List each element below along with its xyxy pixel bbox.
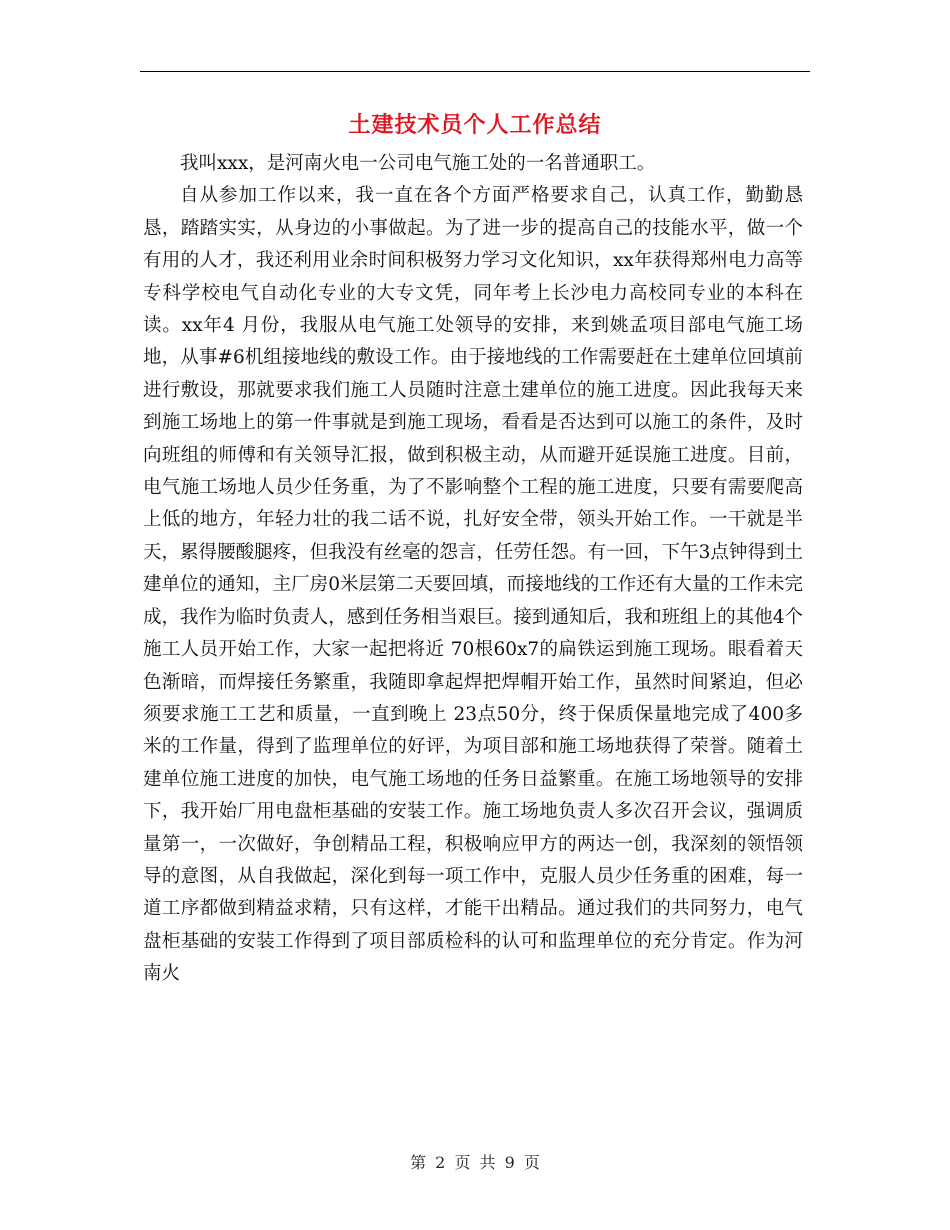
paragraph-intro: 我叫xxx，是河南火电一公司电气施工处的一名普通职工。 (180, 153, 656, 174)
document-body (143, 148, 803, 991)
page-number-footer: 第 2 页 共 9 页 (410, 1153, 540, 1172)
document-title: 土建技术员个人工作总结 (348, 112, 602, 138)
paragraph-main: 自从参加工作以来，我一直在各个方面严格要求自己，认真工作，勤勤恳恳，踏踏实实，从身边的小事做起。为了进一步的提高自己的技能水平，做一个有用的人才，我还利用业余时间积极努力学习文化知识，xx年获得郑州电力高等专科学校电气自动化专业的大专文凭，同年考上长沙电力高校同专业的本科在读。xx年4 月份，我服从电气施工处领导的安排，来到姚孟项目部电气施工场地，从事#6机组接地线的敷设工作。由于接地线的工作需要赶在土建单位回填前进行敷设，那就要求我们施工人员随时注意土建单位的施工进度。因此我每天来到施工场地上的第一件事就是到施工现场，看看是否达到可以施工的条件，及时向班组的师傅和有关领导汇报，做到积极主动，从而避开延误施工进度。目前，电气施工场地人员少任务重，为了不影响整个工程的施工进度，只要有需要爬高上低的地方，年轻力壮的我二话不说，扎好安全带，领头开始工作。一干就是半天，累得腰酸腿疼，但我没有丝毫的怨言，任劳任怨。有一回，下午3点钟得到土建单位的通知，主厂房0米层第二天要回填，而接地线的工作还有大量的工作未完成，我作为临时负责人，感到任务相当艰巨。接到通知后，我和班组上的其他4个施工人员开始工作，大家一起把将近 70根60x7的扁铁运到施工现场。眼看着天色渐暗，而焊接任务繁重，我随即拿起焊把焊帽开始工作，虽然时间紧迫，但必须要求施工工艺和质量，一直到晚上 23点50分，终于保质保量地完成了400多米的工作量，得到了监理单位的好评，为项目部和施工场地获得了荣誉。随着土建单位施工进度的加快，电气施工场地的任务日益繁重。在施工场地领导的安排下，我开始厂用电盘柜基础的安装工作。施工场地负责人多次召开会议，强调质量第一，一次做好，争创精品工程，积极响应甲方的两达一创，我深刻的领悟领导的意图，从自我做起，深化到每一项工作中，克服人员少任务重的困难，每一道工序都做到精益求精，只有这样，才能干出精品。通过我们的共同努力，电气盘柜基础的安装工作得到了项目部质检科的认可和监理单位的充分肯定。作为河南火 (143, 185, 803, 985)
header-rule (140, 71, 810, 72)
